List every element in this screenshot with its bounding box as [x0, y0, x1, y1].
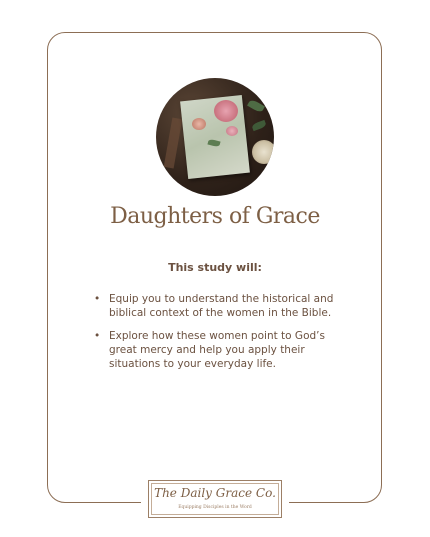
logo-tagline: Equipping Disciples in the Word	[178, 505, 252, 510]
brand-logo	[148, 480, 282, 518]
logo-brand-name: The Daily Grace Co.	[154, 486, 276, 500]
study-book-photo	[156, 78, 274, 196]
study-title: Daughters of Grace	[110, 204, 320, 229]
list-item-text: Explore how these women point to God’s great mercy and help you apply their situations to your everyday life.	[109, 330, 325, 370]
bullet-marker: •	[94, 330, 101, 342]
list-item	[94, 292, 344, 320]
photo-leaf	[251, 120, 267, 131]
list-item	[94, 329, 344, 371]
photo-cup	[252, 140, 274, 164]
photo-flower	[192, 118, 206, 130]
photo-flower	[226, 126, 238, 136]
bullet-marker: •	[94, 293, 101, 305]
list-item-text: Equip you to understand the historical and biblical context of the women in the Bible.	[109, 293, 334, 319]
photo-wood-stripe	[164, 118, 183, 169]
photo-leaf	[247, 99, 265, 114]
study-bullet-list	[94, 292, 344, 380]
photo-flower	[214, 100, 238, 122]
study-subtitle: This study will:	[168, 261, 262, 274]
